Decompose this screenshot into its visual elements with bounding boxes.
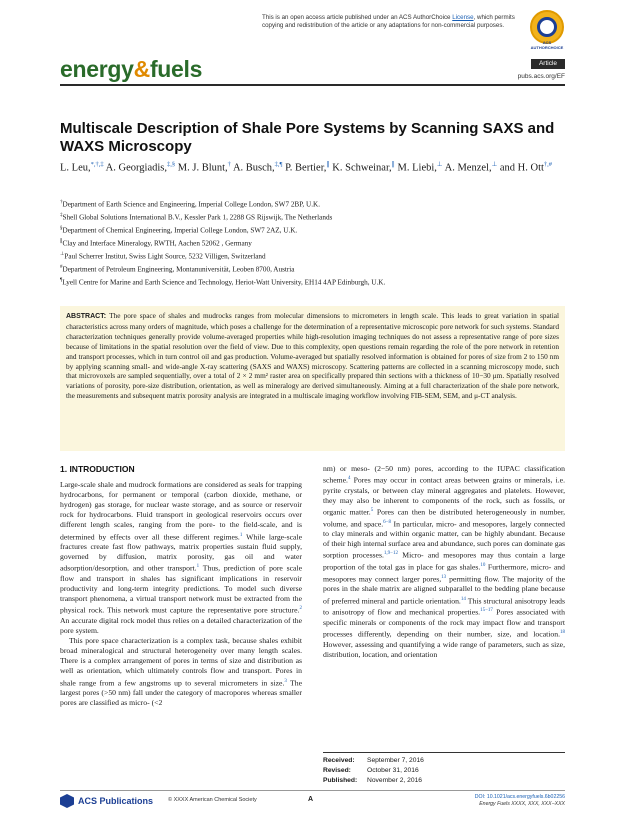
section-heading: 1. INTRODUCTION	[60, 464, 135, 474]
citation-ref[interactable]: 10	[480, 563, 486, 569]
publication-dates	[323, 752, 565, 786]
author-name: A. Busch,	[232, 162, 275, 174]
affiliation: ⊥Paul Scherrer Institut, Swiss Light Source, 5232 Villigen, Switzerland	[60, 252, 266, 261]
citation-ref[interactable]: 13	[441, 574, 447, 580]
left-column	[60, 464, 302, 708]
open-access-badge-icon[interactable]	[530, 10, 564, 44]
doi-link[interactable]: DOI: 10.1021/acs.energyfuels.6b02256	[474, 794, 565, 800]
citation-ref[interactable]: 1	[239, 532, 243, 538]
journal-logo: energy&fuels	[60, 56, 203, 82]
citation-ref[interactable]: 2	[299, 606, 302, 612]
affiliation: †Department of Earth Science and Engineering, Imperial College London, SW7 2BP, U.K.	[60, 200, 320, 209]
paragraph: nm) or meso- (2−50 nm) pores, according to the IUPAC classification scheme.$^4$ Pores may occur in contact areas between grains or minerals, i.e. pyrite crystals, or between clay mineral aggregates and platelets. However, they may also be inherent to components of the rock, such as fossils, or organic matter.$^5$ Pores can then be distributed heterogeneously in number, volume, and space.$^{6-8}$ In particular, micro- and mesopores, largely connected to clay minerals and within organic matter, can be highly abundant. Because of their high internal surface area and abundance, such pores can dominate gas sorption processes.$^{1,9-12}$ Micro- and mesopores may thus contain a large proportion of the total gas in place for gas shales.$^{10}$ Furthermore, micro- and mesopores may connect larger pores,$^{13}$ permitting flow. The majority of the pores in the shale matrix are aligned subparallel to the bedding plane because of preferred mineral and particle orientation.$^{14}$ This structural anisotropy leads to anisotropy of flow and mechanical properties.$^{15-17}$ Pores associated with specific minerals or components of the rock may impact flow and transport processes differently, depending on their number, size, and location.$^{18}$ However, assessing and quantifying a wide range of parameters, such as size, distribution, location, and orientation	[323, 464, 566, 659]
affiliation: ‡Shell Global Solutions International B.V., Kessler Park 1, 2288 GS Rijswijk, The Netherlands	[60, 213, 333, 222]
copyright: © XXXX American Chemical Society	[168, 797, 257, 803]
open-access-notice	[262, 14, 527, 30]
journal-url[interactable]: pubs.acs.org/EF	[517, 73, 565, 80]
author-name: K. Schweinar,	[332, 162, 392, 174]
date-row: Published: November 2, 2016	[323, 777, 423, 784]
acs-publications-logo[interactable]: ACS Publications	[60, 794, 153, 808]
paragraph: This pore space characterization is a complex task, because shales exhibit broad mineralogical and structural heterogeneity over many length scales. There is a complex arrangement of pores in terms of size and distribution as well as orientation, which ultimately controls flow and transport. Pores in shale range from a few angstroms up to several micrometers in size.$^3$ The largest pores (>50 nm) fall under the category of macropores whereas smaller pores are classified as micro- (<2	[60, 636, 302, 708]
citation-ref[interactable]: 5	[370, 507, 374, 513]
notice-text: , which permits	[473, 14, 515, 21]
affiliations	[60, 196, 565, 287]
author-affil-mark[interactable]: ⊥	[436, 161, 443, 168]
abstract-text: The pore space of shales and mudrocks ranges from molecular dimensions to micrometers in length scale. This leads to great variation in spatial characteristics across many orders of magnitude, which poses a challenge for the determination of a representative microscopic pore network for such systems. Standard characterization techniques generally provide volume-averaged properties while high-resolution imaging techniques do not assess a representative range of pore sizes because of limitations in the spatial resolution over the field of view. Due to this complexity, open questions remain regarding the role of the pore network in retention and transport processes, which in turn control oil and gas production. Volume-averaged but spatially resolved information is obtained for pores of size from 2 to 150 nm by applying scanning small- and wide-angle X-ray scattering (SAXS and WAXS) microscopy. Scattering patterns are collected in a scanning microscopy mode, such that microvoxels are sampled sequentially, over a total of 2 × 2 mm² raster area on specifically prepared thin sections with a thickness of 10−30 μm. Spatially resolved variations of porosity, pore-size distribution, orientation, as well as mineralogy are derived simultaneously. Aiming at a full characterization of the shale pore network, the measurements and subsequent matrix porosity analysis are integrated in a multiscale imaging workflow involving FIB-SEM, SEM, and μ-CT analysis.	[66, 311, 559, 401]
author-name: P. Bertier,	[285, 162, 327, 174]
citation-ref[interactable]: 6−8	[383, 519, 391, 525]
author-affil-mark[interactable]: ∥	[391, 161, 395, 168]
author-affil-mark[interactable]: *,†,‡	[90, 161, 104, 168]
author-name: M. J. Blunt,	[177, 162, 228, 174]
notice-text: This is an open access article published under an ACS AuthorChoice	[262, 14, 453, 21]
citation-ref[interactable]: 15−17	[480, 608, 493, 614]
article-title: Multiscale Description of Shale Pore Systems by Scanning SAXS and WAXS Microscopy	[60, 120, 555, 155]
citation: Energy Fuels XXXX, XXX, XXX−XXX	[479, 801, 565, 807]
page-number: A	[308, 796, 314, 803]
affiliation: #Department of Petroleum Engineering, Montanuniversität, Leoben 8700, Austria	[60, 265, 295, 274]
author-name: A. Georgiadis,	[105, 162, 168, 174]
badge-text: ACS AUTHORCHOICE	[530, 40, 564, 50]
citation-ref[interactable]: 14	[460, 596, 466, 602]
doi-block	[420, 794, 565, 808]
affiliation: ∥Clay and Interface Mineralogy, RWTH, Aachen 52062 , Germany	[60, 239, 252, 248]
author-name: A. Menzel,	[444, 162, 492, 174]
citation-ref[interactable]: 1	[196, 564, 200, 570]
author-affil-mark[interactable]: †,#	[543, 161, 553, 168]
article-type-tag: Article	[531, 59, 565, 69]
affiliation: §Department of Chemical Engineering, Imperial College London, SW7 2AZ, U.K.	[60, 226, 298, 235]
author-name: and H. Ott	[499, 162, 544, 174]
affiliation: ¶Lyell Centre for Marine and Earth Science and Technology, Heriot-Watt University, EH14 4AP Edinburgh, U.K.	[60, 278, 386, 287]
date-row: Revised: October 31, 2016	[323, 767, 419, 774]
citation-ref[interactable]: 1,9−12	[383, 551, 398, 557]
author-name: M. Liebi,	[397, 162, 437, 174]
header-rule	[60, 84, 565, 86]
citation-ref[interactable]: 4	[347, 476, 351, 482]
citation-ref[interactable]: 18	[560, 629, 565, 635]
date-row: Received: September 7, 2016	[323, 757, 424, 764]
author-affil-mark[interactable]: ‡,§	[167, 161, 176, 168]
author-affil-mark[interactable]: ⊥	[491, 161, 498, 168]
citation-ref[interactable]: 3	[284, 678, 287, 684]
notice-text: copying and redistribution of the article or any adaptations for non-commercial purposes.	[262, 22, 505, 29]
abstract-box	[60, 306, 565, 451]
right-column	[323, 464, 565, 660]
author-list	[60, 158, 565, 175]
author-affil-mark[interactable]: †	[227, 161, 231, 168]
license-link[interactable]: License	[452, 14, 474, 21]
acs-hexagon-icon	[60, 794, 74, 808]
author-name: L. Leu,	[60, 162, 91, 174]
footer-rule	[60, 790, 565, 791]
paragraph: Large-scale shale and mudrock formations are considered as seals for trapping hydrocarbons, for permanent or temporal (carbon dioxide, methane, or hydrogen) gas storage, for nuclear waste storage, and as source or reservoir rock for hydrocarbons. Fluid transport in geological reservoirs occurs over different length scales, ranging from the pore- to the field-scale, and is determined by effects over all these different regimes.$^1$ While large-scale fractures create fast flow pathways, matrix properties sustain fluid supply, governed by diffusion, matrix porosity, gas oil and water adsorption/desorption, and other transport.$^1$ Thus, prediction of pore scale flow and transport in shales has significant implications in reservoir productivity and long-term integrity predictions. To model such diverse transport phenomena, a virtual transport network must be extracted from the physical rock. This network must capture the representative pore structure.$^2$ An accurate digital rock model thus relies on a detailed characterization of the pore system.	[60, 480, 302, 636]
author-affil-mark[interactable]: ∥	[326, 161, 330, 168]
author-affil-mark[interactable]: ‡,¶	[274, 161, 283, 168]
abstract-label: ABSTRACT:	[66, 313, 107, 320]
